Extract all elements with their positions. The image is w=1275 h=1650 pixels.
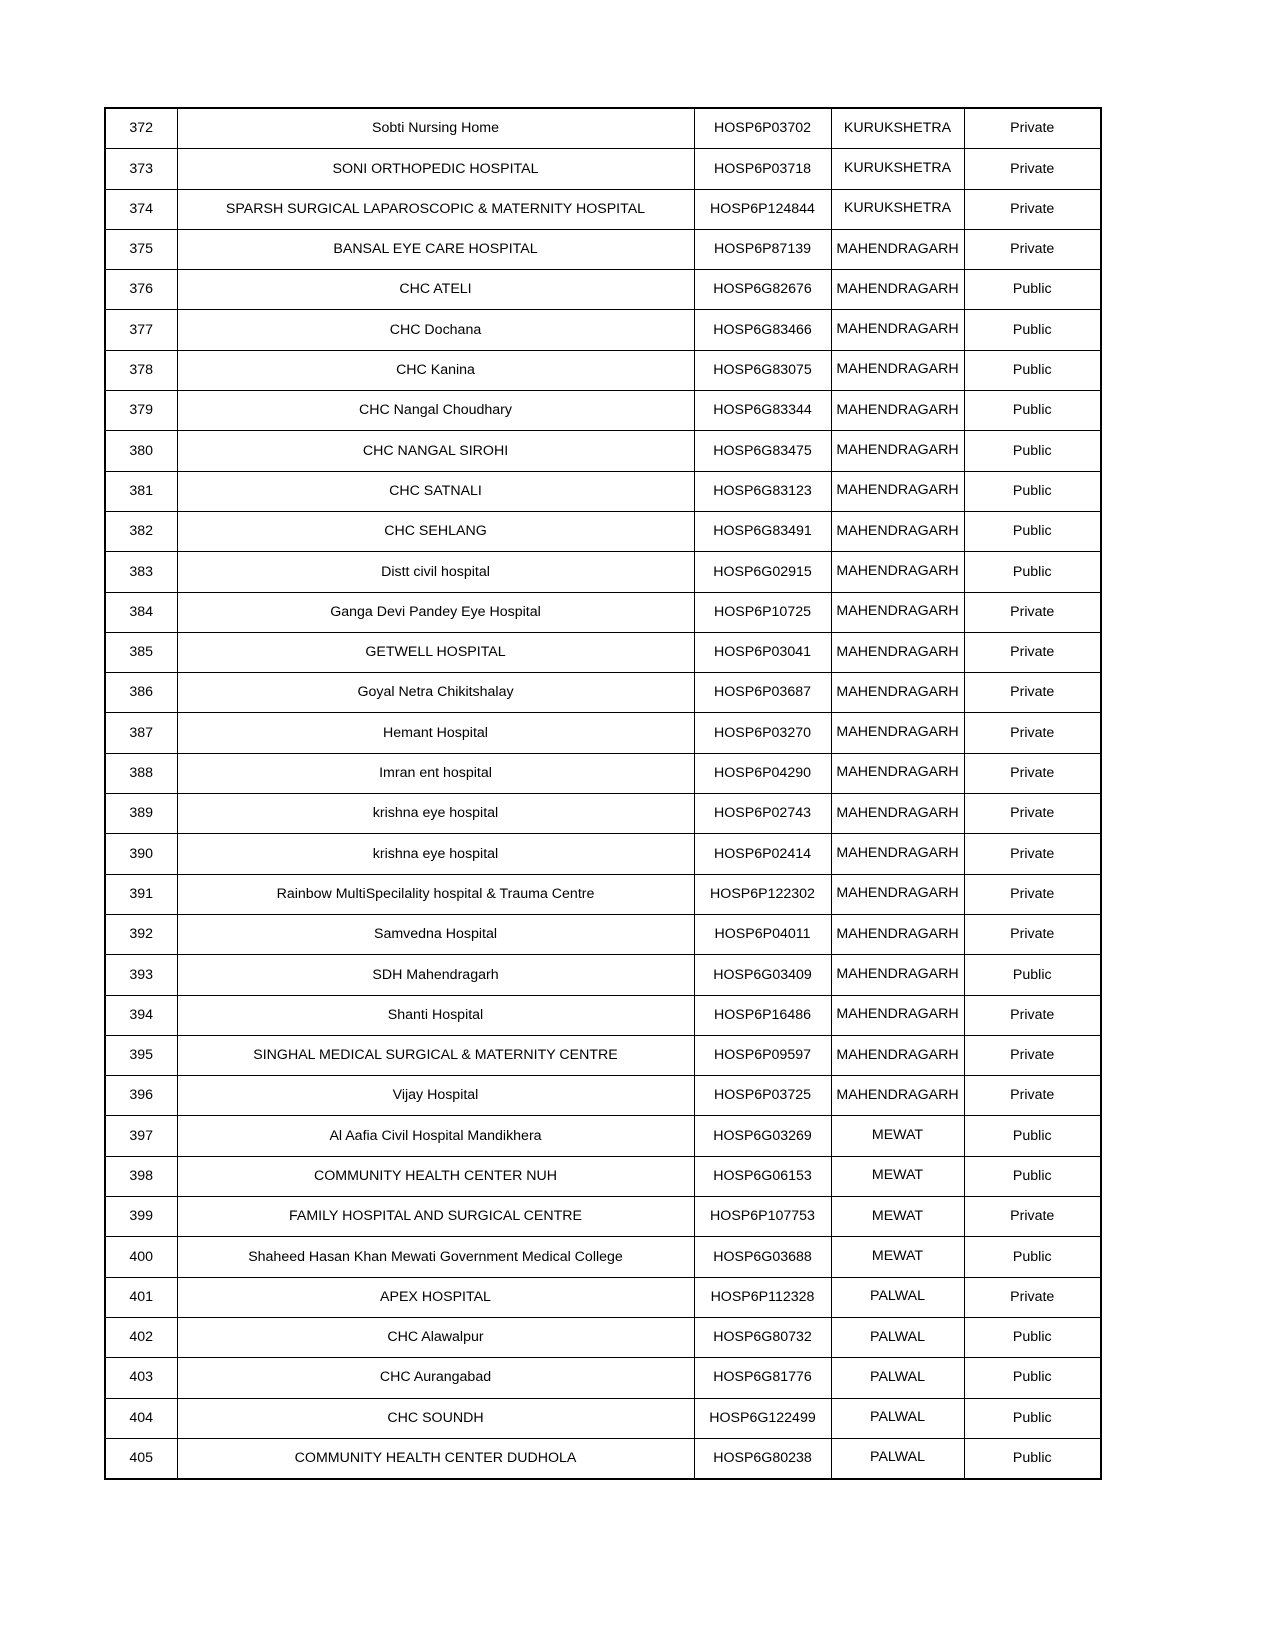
cell-serial-number: 387 xyxy=(105,713,177,753)
table-row xyxy=(105,673,1101,713)
table-row xyxy=(105,1277,1101,1317)
cell-hospital-code: HOSP6P16486 xyxy=(694,995,831,1035)
cell-hospital-name: Sobti Nursing Home xyxy=(177,108,694,149)
cell-serial-number: 386 xyxy=(105,673,177,713)
cell-hospital-code: HOSP6P03702 xyxy=(694,108,831,149)
cell-hospital-code: HOSP6P124844 xyxy=(694,189,831,229)
cell-hospital-name: krishna eye hospital xyxy=(177,794,694,834)
table-row xyxy=(105,632,1101,672)
cell-hospital-name: Ganga Devi Pandey Eye Hospital xyxy=(177,592,694,632)
cell-district: MAHENDRAGARH xyxy=(831,794,964,834)
cell-hospital-code: HOSP6G03409 xyxy=(694,955,831,995)
cell-type: Private xyxy=(964,229,1101,269)
cell-district: MEWAT xyxy=(831,1156,964,1196)
cell-district: MAHENDRAGARH xyxy=(831,229,964,269)
table-row xyxy=(105,108,1101,149)
cell-hospital-code: HOSP6P03041 xyxy=(694,632,831,672)
cell-hospital-name: CHC SATNALI xyxy=(177,471,694,511)
cell-serial-number: 378 xyxy=(105,350,177,390)
cell-serial-number: 397 xyxy=(105,1116,177,1156)
cell-hospital-name: GETWELL HOSPITAL xyxy=(177,632,694,672)
cell-hospital-name: krishna eye hospital xyxy=(177,834,694,874)
cell-hospital-name: SINGHAL MEDICAL SURGICAL & MATERNITY CENTRE xyxy=(177,1035,694,1075)
cell-hospital-code: HOSP6G81776 xyxy=(694,1358,831,1398)
cell-type: Private xyxy=(964,592,1101,632)
cell-hospital-code: HOSP6P112328 xyxy=(694,1277,831,1317)
cell-type: Private xyxy=(964,1076,1101,1116)
cell-type: Public xyxy=(964,1358,1101,1398)
cell-serial-number: 393 xyxy=(105,955,177,995)
table-row xyxy=(105,350,1101,390)
cell-hospital-name: BANSAL EYE CARE HOSPITAL xyxy=(177,229,694,269)
cell-type: Private xyxy=(964,673,1101,713)
cell-district: MAHENDRAGARH xyxy=(831,431,964,471)
cell-district: MAHENDRAGARH xyxy=(831,1076,964,1116)
cell-hospital-name: CHC Alawalpur xyxy=(177,1317,694,1357)
cell-serial-number: 391 xyxy=(105,874,177,914)
cell-district: MEWAT xyxy=(831,1237,964,1277)
table-row xyxy=(105,1398,1101,1438)
cell-hospital-name: Vijay Hospital xyxy=(177,1076,694,1116)
cell-hospital-name: COMMUNITY HEALTH CENTER DUDHOLA xyxy=(177,1438,694,1479)
cell-serial-number: 389 xyxy=(105,794,177,834)
cell-serial-number: 384 xyxy=(105,592,177,632)
cell-serial-number: 382 xyxy=(105,511,177,551)
cell-hospital-code: HOSP6P87139 xyxy=(694,229,831,269)
cell-hospital-code: HOSP6P04011 xyxy=(694,914,831,954)
cell-hospital-name: SDH Mahendragarh xyxy=(177,955,694,995)
cell-serial-number: 399 xyxy=(105,1197,177,1237)
cell-hospital-code: HOSP6P03687 xyxy=(694,673,831,713)
table-row xyxy=(105,1035,1101,1075)
cell-hospital-code: HOSP6G122499 xyxy=(694,1398,831,1438)
cell-serial-number: 377 xyxy=(105,310,177,350)
cell-district: MAHENDRAGARH xyxy=(831,834,964,874)
cell-type: Public xyxy=(964,1317,1101,1357)
cell-district: PALWAL xyxy=(831,1398,964,1438)
cell-hospital-code: HOSP6P10725 xyxy=(694,592,831,632)
cell-serial-number: 401 xyxy=(105,1277,177,1317)
table-row xyxy=(105,471,1101,511)
cell-type: Public xyxy=(964,350,1101,390)
cell-district: KURUKSHETRA xyxy=(831,189,964,229)
cell-serial-number: 396 xyxy=(105,1076,177,1116)
cell-hospital-code: HOSP6G03688 xyxy=(694,1237,831,1277)
cell-district: MAHENDRAGARH xyxy=(831,632,964,672)
cell-serial-number: 381 xyxy=(105,471,177,511)
cell-hospital-code: HOSP6G03269 xyxy=(694,1116,831,1156)
cell-hospital-code: HOSP6P09597 xyxy=(694,1035,831,1075)
table-body xyxy=(105,108,1101,1479)
cell-serial-number: 376 xyxy=(105,270,177,310)
cell-hospital-code: HOSP6P03725 xyxy=(694,1076,831,1116)
cell-district: KURUKSHETRA xyxy=(831,149,964,189)
table-row xyxy=(105,874,1101,914)
cell-hospital-name: CHC SEHLANG xyxy=(177,511,694,551)
cell-hospital-code: HOSP6G80732 xyxy=(694,1317,831,1357)
cell-serial-number: 379 xyxy=(105,391,177,431)
table-row xyxy=(105,229,1101,269)
cell-serial-number: 372 xyxy=(105,108,177,149)
cell-hospital-name: Shaheed Hasan Khan Mewati Government Medical College xyxy=(177,1237,694,1277)
cell-type: Private xyxy=(964,149,1101,189)
cell-district: MAHENDRAGARH xyxy=(831,511,964,551)
cell-district: MAHENDRAGARH xyxy=(831,673,964,713)
cell-hospital-code: HOSP6G83123 xyxy=(694,471,831,511)
table-row xyxy=(105,995,1101,1035)
cell-district: MAHENDRAGARH xyxy=(831,552,964,592)
cell-serial-number: 383 xyxy=(105,552,177,592)
cell-hospital-code: HOSP6P03270 xyxy=(694,713,831,753)
cell-type: Public xyxy=(964,431,1101,471)
table-row xyxy=(105,955,1101,995)
cell-serial-number: 374 xyxy=(105,189,177,229)
cell-hospital-name: CHC Aurangabad xyxy=(177,1358,694,1398)
cell-type: Public xyxy=(964,1116,1101,1156)
cell-hospital-name: Shanti Hospital xyxy=(177,995,694,1035)
cell-serial-number: 388 xyxy=(105,753,177,793)
cell-district: KURUKSHETRA xyxy=(831,108,964,149)
cell-district: MEWAT xyxy=(831,1116,964,1156)
cell-serial-number: 405 xyxy=(105,1438,177,1479)
cell-type: Public xyxy=(964,391,1101,431)
cell-type: Public xyxy=(964,1156,1101,1196)
cell-hospital-name: CHC Dochana xyxy=(177,310,694,350)
cell-district: MAHENDRAGARH xyxy=(831,874,964,914)
cell-hospital-name: Al Aafia Civil Hospital Mandikhera xyxy=(177,1116,694,1156)
cell-hospital-code: HOSP6G83475 xyxy=(694,431,831,471)
cell-type: Private xyxy=(964,713,1101,753)
table-row xyxy=(105,1197,1101,1237)
cell-district: MAHENDRAGARH xyxy=(831,592,964,632)
cell-type: Public xyxy=(964,1438,1101,1479)
cell-type: Private xyxy=(964,1197,1101,1237)
cell-serial-number: 403 xyxy=(105,1358,177,1398)
table-row xyxy=(105,1317,1101,1357)
table-row xyxy=(105,914,1101,954)
cell-type: Private xyxy=(964,914,1101,954)
cell-type: Public xyxy=(964,471,1101,511)
cell-hospital-name: Goyal Netra Chikitshalay xyxy=(177,673,694,713)
cell-type: Public xyxy=(964,310,1101,350)
cell-type: Private xyxy=(964,834,1101,874)
table-row xyxy=(105,1438,1101,1479)
cell-hospital-name: CHC Nangal Choudhary xyxy=(177,391,694,431)
cell-district: MAHENDRAGARH xyxy=(831,1035,964,1075)
cell-district: MAHENDRAGARH xyxy=(831,753,964,793)
table-row xyxy=(105,431,1101,471)
cell-district: MAHENDRAGARH xyxy=(831,270,964,310)
cell-district: MAHENDRAGARH xyxy=(831,391,964,431)
table-row xyxy=(105,1116,1101,1156)
cell-type: Private xyxy=(964,1035,1101,1075)
cell-hospital-name: Hemant Hospital xyxy=(177,713,694,753)
cell-hospital-code: HOSP6P02743 xyxy=(694,794,831,834)
cell-type: Private xyxy=(964,1277,1101,1317)
cell-hospital-code: HOSP6P107753 xyxy=(694,1197,831,1237)
cell-serial-number: 390 xyxy=(105,834,177,874)
cell-serial-number: 404 xyxy=(105,1398,177,1438)
cell-serial-number: 394 xyxy=(105,995,177,1035)
cell-type: Private xyxy=(964,794,1101,834)
table-row xyxy=(105,149,1101,189)
cell-type: Private xyxy=(964,632,1101,672)
cell-type: Public xyxy=(964,270,1101,310)
table-row xyxy=(105,1156,1101,1196)
cell-district: MAHENDRAGARH xyxy=(831,350,964,390)
cell-hospital-code: HOSP6G83075 xyxy=(694,350,831,390)
cell-hospital-name: COMMUNITY HEALTH CENTER NUH xyxy=(177,1156,694,1196)
cell-type: Private xyxy=(964,995,1101,1035)
cell-district: MAHENDRAGARH xyxy=(831,914,964,954)
cell-district: PALWAL xyxy=(831,1277,964,1317)
table-row xyxy=(105,1358,1101,1398)
cell-district: MAHENDRAGARH xyxy=(831,995,964,1035)
cell-type: Private xyxy=(964,753,1101,793)
table-row xyxy=(105,753,1101,793)
cell-hospital-code: HOSP6G83491 xyxy=(694,511,831,551)
table-row xyxy=(105,189,1101,229)
table-row xyxy=(105,713,1101,753)
cell-serial-number: 375 xyxy=(105,229,177,269)
cell-hospital-code: HOSP6P04290 xyxy=(694,753,831,793)
table-row xyxy=(105,834,1101,874)
hospital-table-container xyxy=(104,107,1100,1480)
cell-type: Public xyxy=(964,1237,1101,1277)
cell-district: MAHENDRAGARH xyxy=(831,310,964,350)
cell-type: Public xyxy=(964,955,1101,995)
cell-district: PALWAL xyxy=(831,1358,964,1398)
table-row xyxy=(105,794,1101,834)
cell-serial-number: 398 xyxy=(105,1156,177,1196)
cell-hospital-code: HOSP6G82676 xyxy=(694,270,831,310)
table-row xyxy=(105,511,1101,551)
cell-hospital-code: HOSP6G02915 xyxy=(694,552,831,592)
cell-hospital-code: HOSP6G06153 xyxy=(694,1156,831,1196)
cell-hospital-name: CHC ATELI xyxy=(177,270,694,310)
cell-serial-number: 385 xyxy=(105,632,177,672)
cell-hospital-code: HOSP6G83466 xyxy=(694,310,831,350)
cell-type: Public xyxy=(964,511,1101,551)
cell-type: Public xyxy=(964,552,1101,592)
table-row xyxy=(105,391,1101,431)
table-row xyxy=(105,270,1101,310)
table-row xyxy=(105,1237,1101,1277)
cell-district: MAHENDRAGARH xyxy=(831,713,964,753)
cell-hospital-code: HOSP6P02414 xyxy=(694,834,831,874)
cell-hospital-name: CHC Kanina xyxy=(177,350,694,390)
table-row xyxy=(105,592,1101,632)
cell-hospital-name: CHC SOUNDH xyxy=(177,1398,694,1438)
cell-hospital-name: CHC NANGAL SIROHI xyxy=(177,431,694,471)
cell-hospital-code: HOSP6G83344 xyxy=(694,391,831,431)
hospital-listing-table xyxy=(104,107,1102,1480)
cell-hospital-name: Samvedna Hospital xyxy=(177,914,694,954)
cell-hospital-name: FAMILY HOSPITAL AND SURGICAL CENTRE xyxy=(177,1197,694,1237)
table-row xyxy=(105,310,1101,350)
cell-type: Private xyxy=(964,189,1101,229)
table-row xyxy=(105,552,1101,592)
cell-serial-number: 402 xyxy=(105,1317,177,1357)
cell-hospital-code: HOSP6G80238 xyxy=(694,1438,831,1479)
cell-serial-number: 373 xyxy=(105,149,177,189)
cell-serial-number: 392 xyxy=(105,914,177,954)
cell-hospital-name: Distt civil hospital xyxy=(177,552,694,592)
cell-hospital-name: Imran ent hospital xyxy=(177,753,694,793)
cell-district: PALWAL xyxy=(831,1438,964,1479)
cell-district: MAHENDRAGARH xyxy=(831,955,964,995)
cell-type: Private xyxy=(964,874,1101,914)
cell-hospital-name: SPARSH SURGICAL LAPAROSCOPIC & MATERNITY HOSPITAL xyxy=(177,189,694,229)
cell-district: MEWAT xyxy=(831,1197,964,1237)
cell-type: Public xyxy=(964,1398,1101,1438)
cell-type: Private xyxy=(964,108,1101,149)
cell-serial-number: 380 xyxy=(105,431,177,471)
cell-district: PALWAL xyxy=(831,1317,964,1357)
cell-hospital-name: Rainbow MultiSpecilality hospital & Trauma Centre xyxy=(177,874,694,914)
cell-district: MAHENDRAGARH xyxy=(831,471,964,511)
cell-hospital-code: HOSP6P03718 xyxy=(694,149,831,189)
cell-hospital-name: APEX HOSPITAL xyxy=(177,1277,694,1317)
table-row xyxy=(105,1076,1101,1116)
cell-serial-number: 400 xyxy=(105,1237,177,1277)
cell-hospital-name: SONI ORTHOPEDIC HOSPITAL xyxy=(177,149,694,189)
cell-hospital-code: HOSP6P122302 xyxy=(694,874,831,914)
cell-serial-number: 395 xyxy=(105,1035,177,1075)
